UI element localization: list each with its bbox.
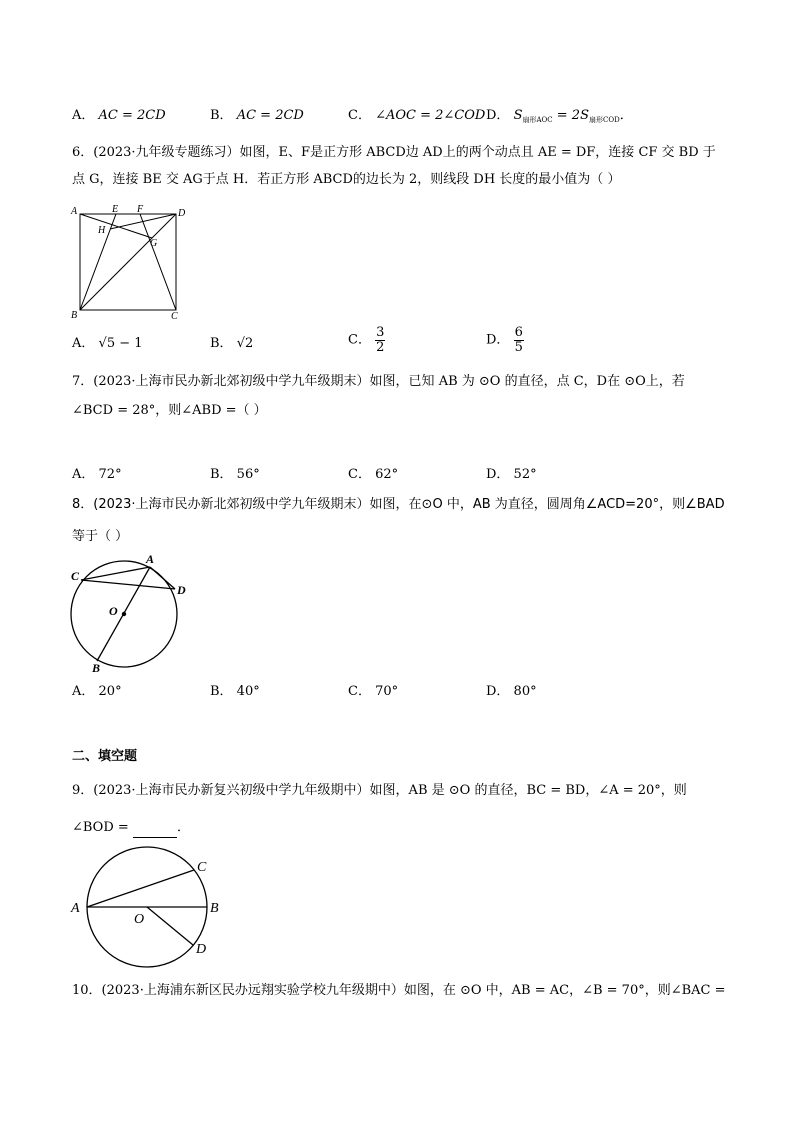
q6-label-e: E <box>112 204 119 215</box>
q8-stem-line1: 8．(2023·上海市民办新北郊初级中学九年级期末）如图，在⊙O 中，AB 为直径，圆周角∠ACD=20°，则∠BAD <box>72 497 725 512</box>
q8-label-a: A <box>146 552 155 566</box>
q7-option-b: B． 56° <box>210 467 260 482</box>
q8-option-b: B． 40° <box>210 684 260 699</box>
q6-option-a <box>72 334 143 354</box>
q9-stem-line2 <box>72 818 190 838</box>
q5-option-b <box>210 106 304 126</box>
q7-option-c: C． 62° <box>348 467 399 482</box>
q8-label-c: C <box>71 569 80 583</box>
q5-option-b-text: AC = 2CD <box>236 108 304 123</box>
q6-option-d <box>486 326 524 355</box>
q9-line-ac <box>87 870 194 907</box>
q6-option-d-label: D． <box>486 332 510 348</box>
q9-stem-line1: 9．(2023·上海市民办新复兴初级中学九年级期中）如图，AB 是 ⊙O 的直径，BC = BD，∠A = 20°，则 <box>72 783 687 798</box>
q6-line-cf <box>140 214 176 310</box>
q6-line-bd <box>80 214 176 310</box>
q6-option-c-den: 2 <box>376 340 385 355</box>
q8-label-o: O <box>109 604 118 618</box>
q8-option-d: D． 80° <box>486 684 537 699</box>
q9-label-a: A <box>71 901 80 916</box>
q6-option-c-fraction <box>375 326 385 355</box>
q6-option-b-text: √2 <box>236 336 254 351</box>
q10-stem-line1: 10．(2023·上海浦东新区民办远翔实验学校九年级期中）如图，在 ⊙O 中，AB = AC，∠B = 70°，则∠BAC = <box>72 983 726 998</box>
q8-option-a: A． 20° <box>72 684 122 699</box>
q6-option-d-num: 6 <box>514 325 523 340</box>
q5-option-d-end: ． <box>619 108 633 123</box>
q6-option-d-fraction <box>514 326 524 355</box>
q6-option-c-label: C． <box>348 332 371 348</box>
q6-label-h: H <box>98 225 106 236</box>
q9-stem-line2-post: ． <box>176 820 190 835</box>
q9-label-b: B <box>210 901 219 916</box>
section-title-fill-in: 二、填空题 <box>72 749 138 764</box>
q6-option-c <box>348 326 385 355</box>
q6-option-b-label: B． <box>210 336 233 351</box>
q9-answer-blank[interactable] <box>133 824 177 838</box>
q8-label-d: D <box>177 583 186 597</box>
q5-option-d-sub2: 扇形COD <box>588 116 620 124</box>
q9-label-o: O <box>134 912 145 927</box>
q6-label-c: C <box>171 311 178 322</box>
q6-option-a-label: A． <box>72 336 95 351</box>
q8-option-c: C． 70° <box>348 684 399 699</box>
q5-option-d-s1: S <box>513 108 523 123</box>
q6-stem-line2: 点 G，连接 BE 交 AG于点 H．若正方形 ABCD的边长为 2，则线段 DH 长度的最小值为（ ） <box>72 172 621 187</box>
q5-option-d-label: D． <box>486 108 510 123</box>
q6-label-b: B <box>71 310 78 321</box>
q6-option-c-num: 3 <box>376 325 385 340</box>
q5-option-d-sub1: 扇形AOC <box>522 116 553 124</box>
q5-option-c-text: ∠AOC = 2∠COD <box>375 108 486 123</box>
q7-stem-line1: 7．(2023·上海市民办新北郊初级中学九年级期末）如图，已知 AB 为 ⊙O 的直径，点 C，D在 ⊙O上，若 <box>72 374 685 389</box>
q5-option-a-label: A． <box>72 108 95 123</box>
q7-option-a: A． 72° <box>72 467 122 482</box>
q8-figure <box>66 548 196 678</box>
q6-option-b <box>210 334 253 354</box>
q8-line-ca <box>81 567 150 580</box>
q8-label-b: B <box>92 661 101 675</box>
q6-label-g: G <box>150 238 158 249</box>
q5-option-b-label: B． <box>210 108 233 123</box>
q6-stem-line1: 6．(2023·九年级专题练习）如图，E、F是正方形 ABCD边 AD上的两个动点且 AE = DF，连接 CF 交 BD 于 <box>72 145 716 160</box>
q9-stem-line2-pre: ∠BOD = <box>72 820 129 835</box>
q5-option-a-text: AC = 2CD <box>98 108 166 123</box>
q5-option-d-eq: = 2S <box>552 108 589 123</box>
q9-label-d: D <box>196 942 207 957</box>
q6-label-d: D <box>178 208 186 219</box>
q6-figure <box>70 202 195 322</box>
q6-label-a: A <box>71 206 78 217</box>
q9-line-od <box>147 907 193 945</box>
q5-option-c <box>348 106 485 126</box>
q6-line-hd <box>110 214 176 229</box>
q9-figure <box>66 845 231 971</box>
q7-option-d: D． 52° <box>486 467 537 482</box>
q8-line-cd <box>81 580 175 589</box>
q8-center-dot <box>122 612 126 616</box>
q6-label-f: F <box>137 204 144 215</box>
q8-stem-line2: 等于（ ） <box>72 529 129 544</box>
q6-option-a-text: √5 − 1 <box>98 336 143 351</box>
q9-label-c: C <box>197 860 207 875</box>
q5-option-c-label: C． <box>348 108 371 123</box>
q6-option-d-den: 5 <box>514 340 523 355</box>
q5-option-a <box>72 106 166 126</box>
q7-stem-line2: ∠BCD = 28°，则∠ABD =（ ） <box>72 403 267 418</box>
q8-line-ad <box>150 567 175 589</box>
q5-option-d <box>486 106 633 130</box>
